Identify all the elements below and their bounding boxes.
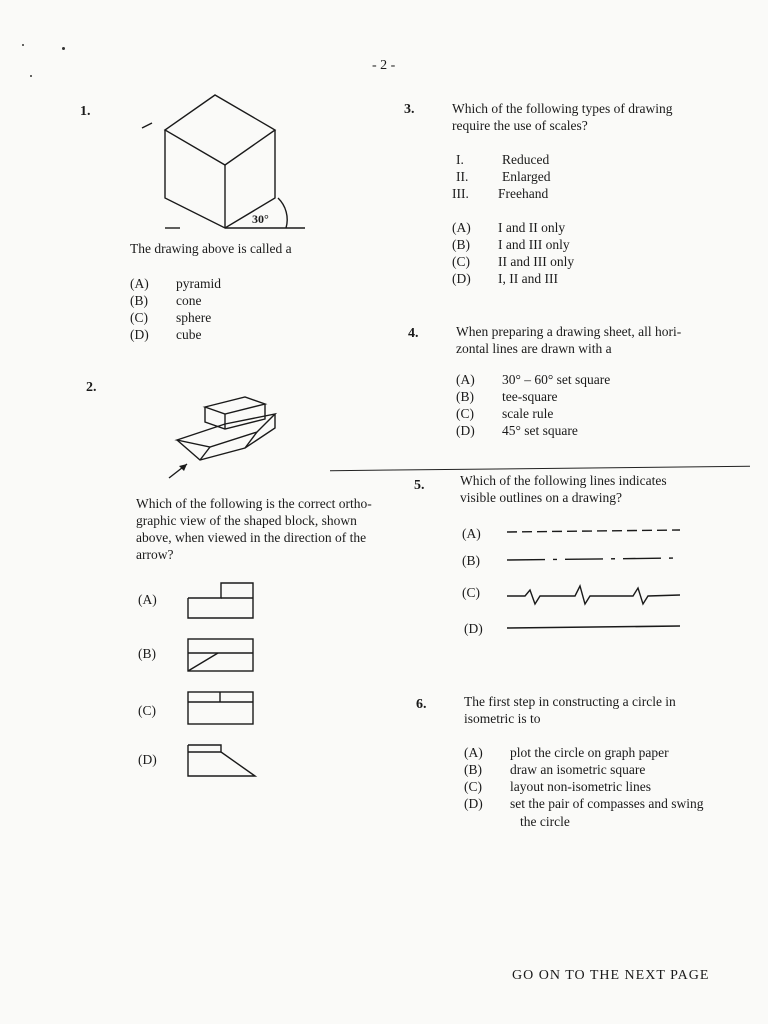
scan-speck: [22, 44, 24, 46]
roman-item: [452, 186, 548, 202]
option-text: 45° set square: [502, 423, 578, 438]
prompt-line: Which of the following lines indicates: [460, 473, 667, 488]
option-row: [464, 762, 645, 778]
question-3-number: 3.: [404, 102, 415, 117]
option-text: plot the circle on graph paper: [510, 745, 669, 760]
option-row: [464, 779, 651, 795]
question-4-number: 4.: [408, 326, 419, 341]
option-text: cube: [176, 327, 202, 342]
option-text: I and III only: [498, 237, 570, 252]
option-text: cone: [176, 293, 202, 308]
prompt-line: When preparing a drawing sheet, all hori-: [456, 324, 682, 339]
roman-item: [456, 152, 549, 168]
option-text: II and III only: [498, 254, 575, 269]
option-row: [452, 237, 570, 253]
option-letter: (D): [452, 271, 471, 286]
option-letter: (B): [456, 389, 474, 404]
option-text: set the pair of compasses and swing: [510, 796, 704, 811]
option-letter: (C): [452, 254, 470, 269]
scan-speck: [30, 75, 32, 77]
option-text: I, II and III: [498, 271, 558, 286]
option-row: [464, 796, 703, 812]
option-letter: (D): [138, 752, 157, 767]
option-text: I and II only: [498, 220, 566, 235]
question-3-prompt: [452, 100, 672, 134]
option-letter: (C): [456, 406, 474, 421]
option-letter: (B): [130, 293, 148, 308]
option-row: [130, 310, 211, 326]
option-letter: (A): [138, 592, 157, 607]
option-continuation: the circle: [520, 814, 570, 829]
option-row: [452, 220, 565, 236]
option-row: [452, 271, 558, 287]
section-divider: [330, 466, 750, 471]
option-text: 30° – 60° set square: [502, 372, 611, 387]
option-c-view: [183, 686, 263, 731]
option-text: scale rule: [502, 406, 554, 421]
roman-text: Enlarged: [502, 169, 551, 184]
option-letter: (A): [130, 276, 149, 291]
page-number: - 2 -: [372, 58, 396, 73]
option-letter: (C): [138, 703, 156, 718]
footer-instruction: GO ON TO THE NEXT PAGE: [512, 968, 710, 983]
option-letter: (A): [464, 745, 483, 760]
option-letter: (B): [452, 237, 470, 252]
option-letter: (C): [464, 779, 482, 794]
option-text: pyramid: [176, 276, 221, 291]
question-5-number: 5.: [414, 478, 425, 493]
roman-text: Reduced: [502, 152, 550, 167]
option-text: tee-square: [502, 389, 558, 404]
option-letter: (C): [462, 585, 480, 600]
roman-text: Freehand: [498, 186, 549, 201]
option-text: draw an isometric square: [510, 762, 646, 777]
question-6-number: 6.: [416, 697, 427, 712]
prompt-line: visible outlines on a drawing?: [460, 490, 622, 505]
question-1-prompt: The drawing above is called a: [130, 241, 292, 256]
prompt-line: require the use of scales?: [452, 118, 588, 133]
option-letter: (A): [462, 526, 481, 541]
option-a-view: [183, 578, 263, 623]
option-row: [456, 372, 610, 388]
prompt-line: above, when viewed in the direction of the: [136, 530, 367, 545]
roman-item: [456, 169, 550, 185]
option-row: [130, 293, 201, 309]
option-row: [464, 745, 669, 761]
option-letter: (C): [130, 310, 148, 325]
roman-numeral: II.: [456, 169, 469, 184]
roman-numeral: III.: [452, 186, 469, 201]
prompt-line: zontal lines are drawn with a: [456, 341, 612, 356]
scan-speck: [62, 47, 65, 50]
option-letter: (D): [130, 327, 149, 342]
option-row: [456, 389, 557, 405]
prompt-line: The first step in constructing a circle in: [464, 694, 676, 709]
shaped-block-figure: [165, 392, 305, 482]
option-letter: (A): [456, 372, 475, 387]
option-letter: (A): [452, 220, 471, 235]
question-2-number: 2.: [86, 380, 97, 395]
break-line-sample: [505, 580, 685, 610]
center-line-sample: [505, 554, 685, 564]
option-row: [452, 254, 574, 270]
option-letter: (B): [464, 762, 482, 777]
question-4-prompt: [456, 323, 681, 357]
prompt-line: graphic view of the shaped block, shown: [136, 513, 357, 528]
continuous-line-sample: [505, 622, 685, 632]
cube-figure: [140, 90, 310, 230]
option-row: [456, 423, 578, 439]
prompt-line: Which of the following is the correct ortho-: [136, 496, 372, 511]
option-row: [130, 327, 201, 343]
option-row: [456, 406, 553, 422]
question-6-prompt: [464, 693, 676, 727]
question-2-prompt: [136, 495, 396, 563]
option-letter: (B): [462, 553, 480, 568]
option-letter: (D): [464, 796, 483, 811]
option-letter: (D): [456, 423, 475, 438]
option-letter: (D): [464, 621, 483, 636]
prompt-line: arrow?: [136, 547, 174, 562]
option-d-view: [183, 740, 263, 785]
option-letter: (B): [138, 646, 156, 661]
question-1-number: 1.: [80, 104, 91, 119]
option-b-view: [183, 633, 263, 678]
option-text: layout non-isometric lines: [510, 779, 651, 794]
dashed-line-sample: [505, 527, 685, 537]
angle-label: 30°: [252, 212, 269, 226]
roman-numeral: I.: [456, 152, 464, 167]
prompt-line: isometric is to: [464, 711, 541, 726]
prompt-line: Which of the following types of drawing: [452, 101, 673, 116]
option-text: sphere: [176, 310, 212, 325]
option-row: [130, 276, 221, 292]
question-5-prompt: [460, 472, 667, 506]
